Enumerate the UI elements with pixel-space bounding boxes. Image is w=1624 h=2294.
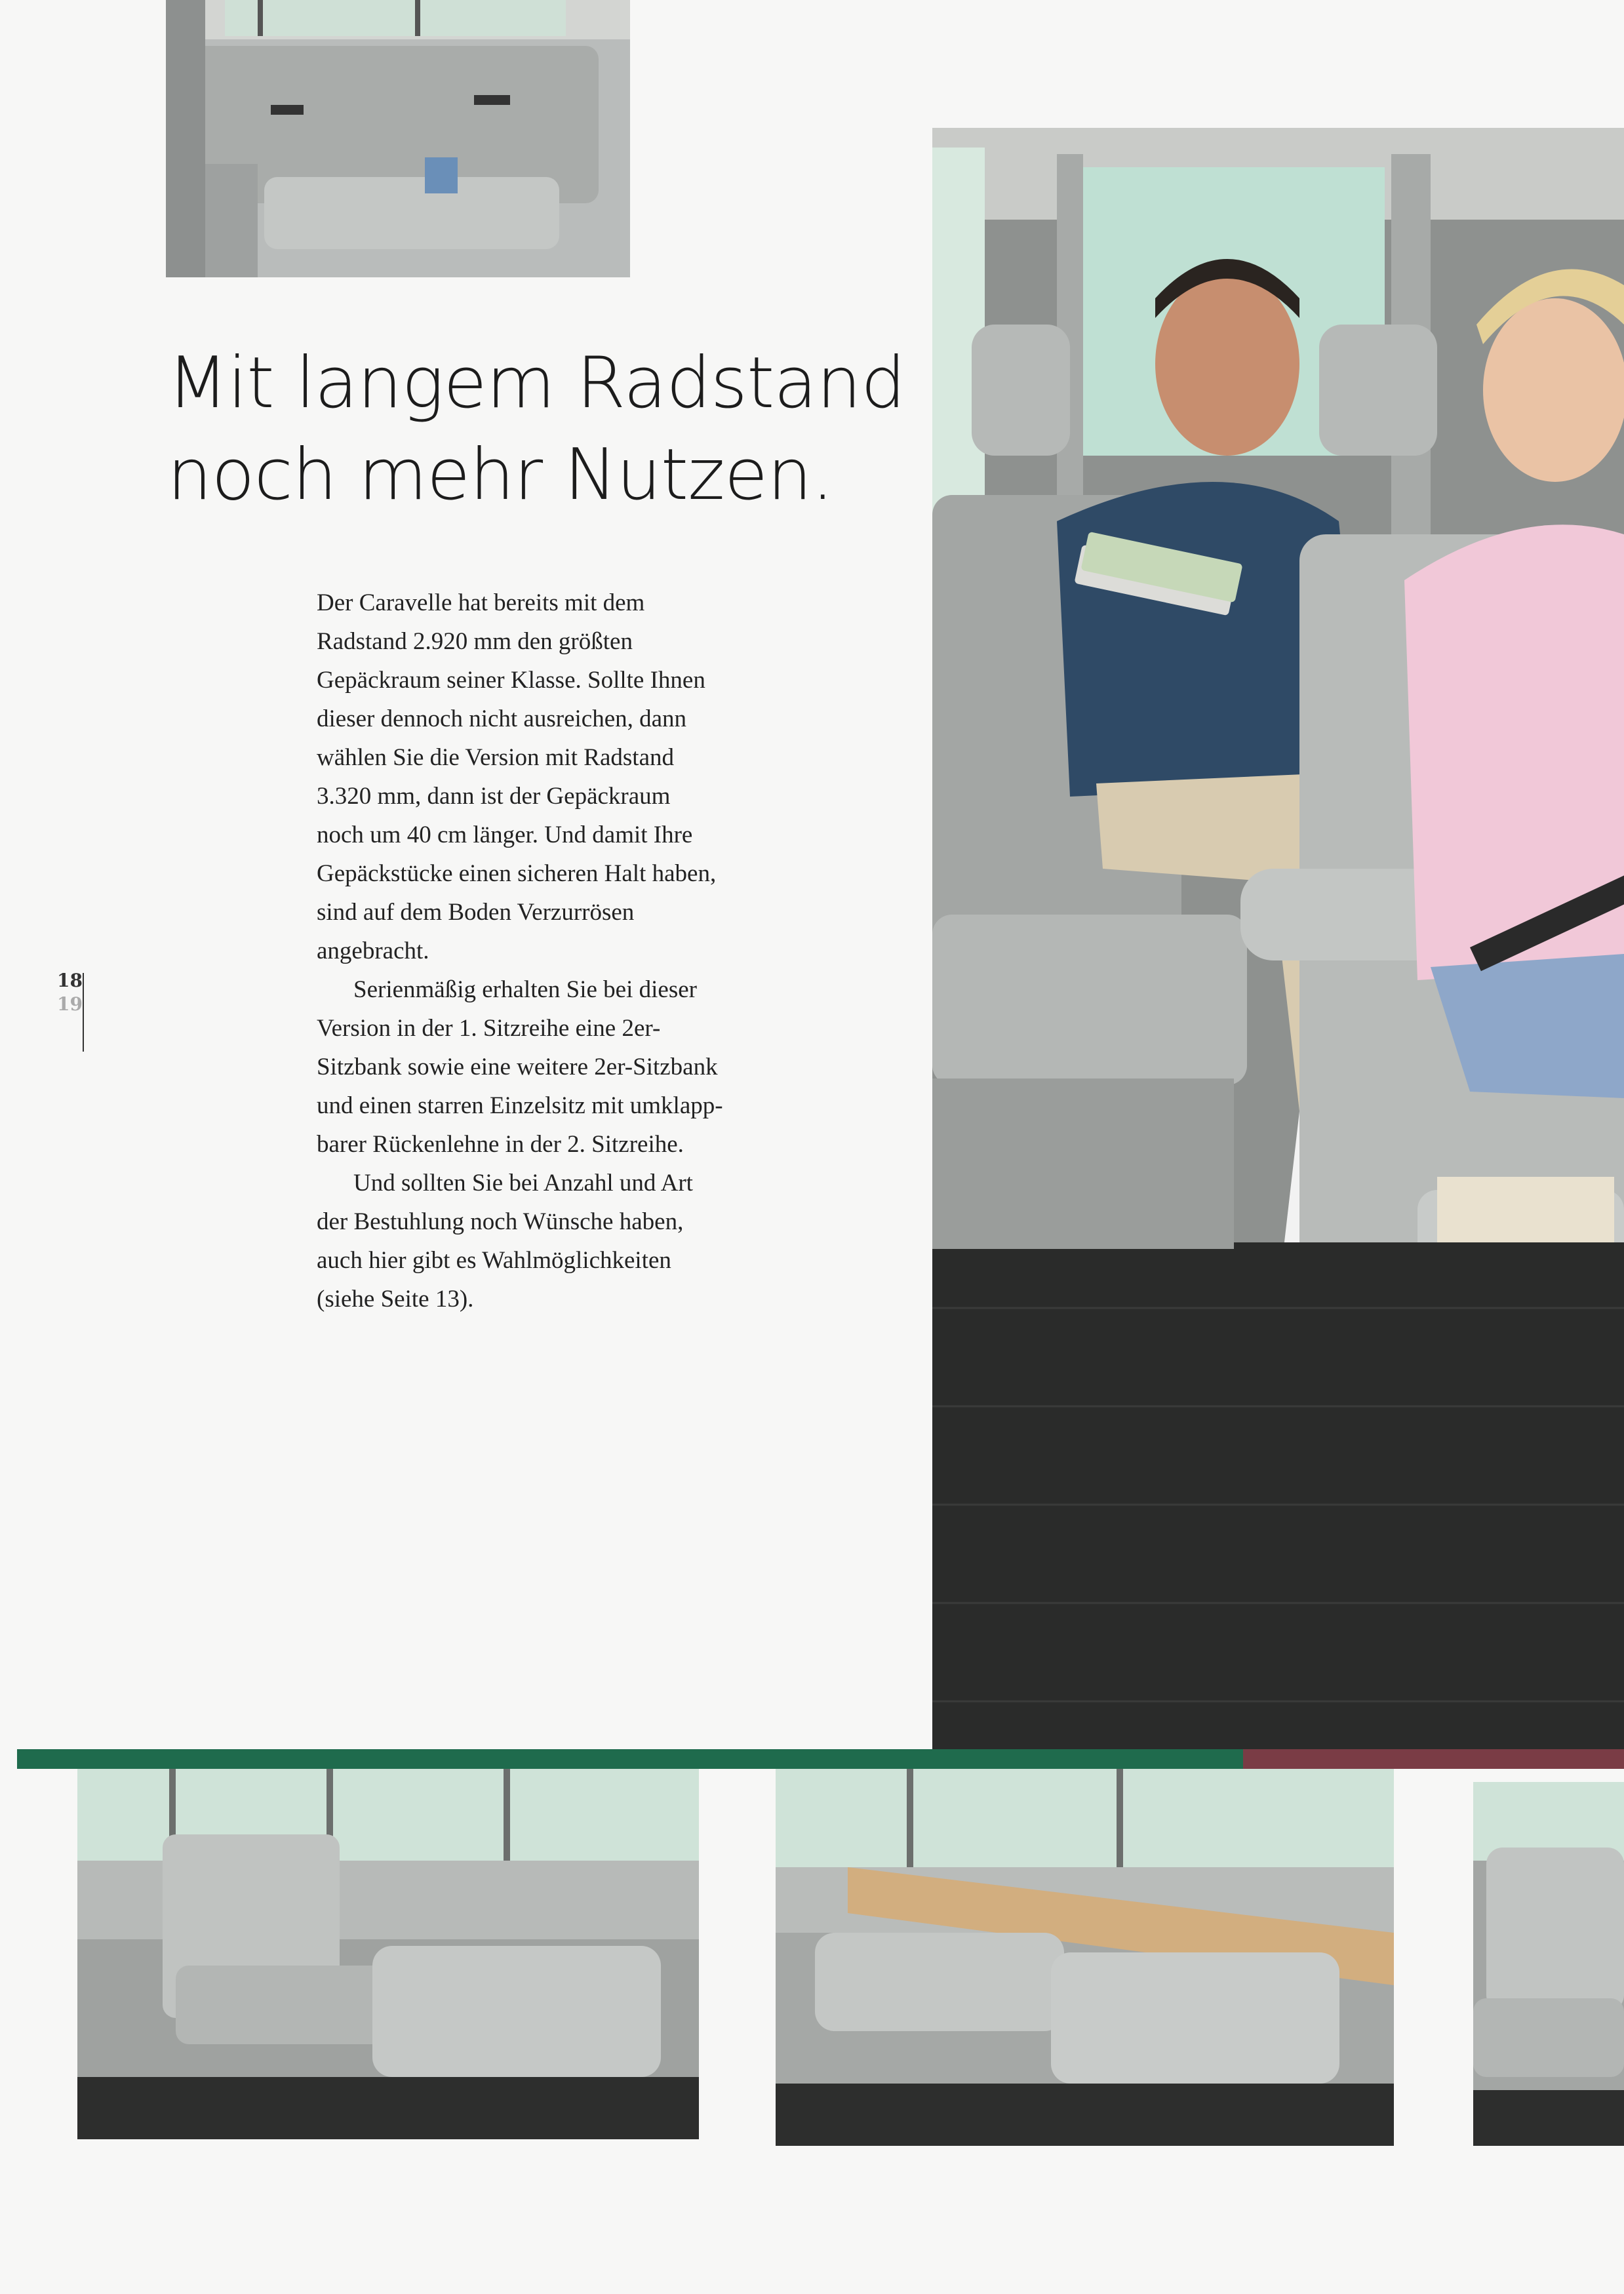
page-number-facing: 19 — [57, 993, 83, 1015]
page-numbers — [43, 969, 83, 1016]
body-paragraph-3: Und sollten Sie bei Anzahl und Art der Bestuhlung noch Wünsche haben, auch hier gibt es Wahlmöglichkeiten (siehe Seite 13). — [317, 1170, 693, 1313]
page-title-line-1: Mit langem Radstand — [167, 342, 905, 424]
photo-table-board — [776, 1769, 1394, 2146]
photo-seats-folded — [77, 1769, 699, 2139]
page-title — [167, 338, 921, 521]
page-number-rule — [83, 973, 84, 1052]
body-text — [317, 583, 723, 1318]
photo-passengers — [932, 128, 1624, 1752]
color-band-green — [17, 1749, 1243, 1769]
color-band-red — [1243, 1749, 1624, 1769]
body-paragraph-1: Der Caravelle hat bereits mit dem Radstand 2.920 mm den größten Gepäckraum seiner Klasse. Sollte Ihnen dieser dennoch nicht ausreichen, dann wählen Sie die Version mit Radstand 3.320 mm, dann ist der Gepäckraum noch um 40 cm länger. Und damit Ihre Gepäckstücke einen sicheren Halt haben, sind auf dem Boden Verzurrösen angebracht. — [317, 589, 717, 964]
body-paragraph-2: Serienmäßig erhalten Sie bei dieser Version in der 1. Sitzreihe eine 2er-Sitzbank sowie eine weitere 2er-Sitzbank und einen starren Einzelsitz mit umklapp-barer Rückenlehne in der 2. Sitzreihe. — [317, 976, 723, 1158]
photo-door-panel — [166, 0, 630, 277]
page-number-current: 18 — [57, 970, 83, 991]
page-title-line-2: noch mehr Nutzen. — [167, 434, 834, 516]
photo-seats-edge — [1473, 1782, 1624, 2146]
